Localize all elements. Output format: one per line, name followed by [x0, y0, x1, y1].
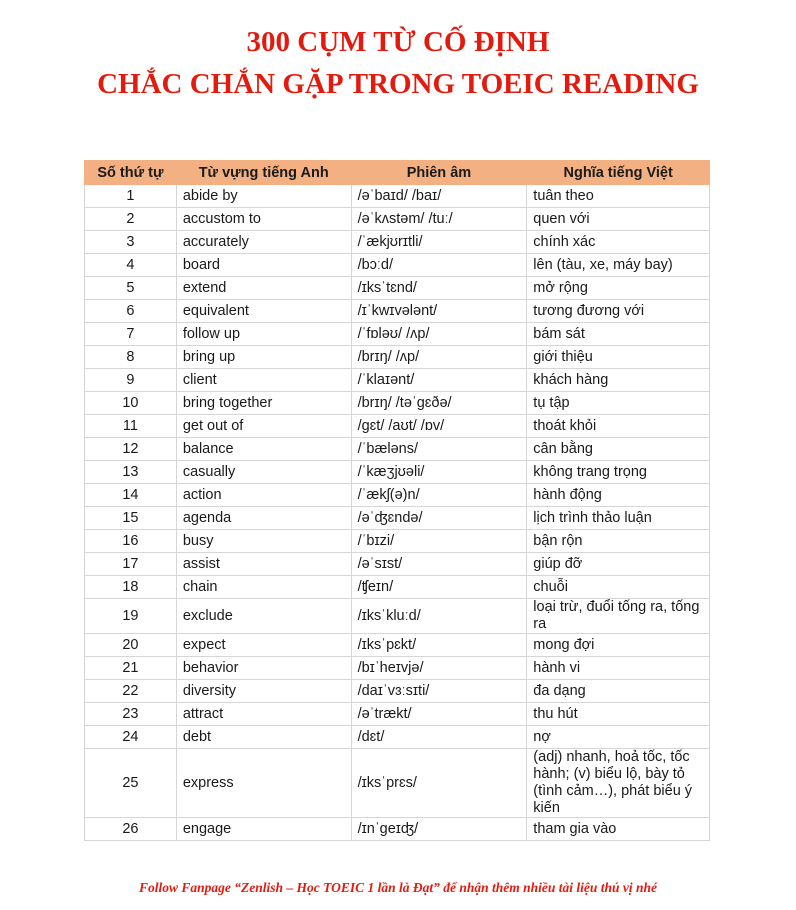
- table-row: [85, 438, 710, 461]
- row-number: 5: [85, 277, 177, 300]
- row-number: 3: [85, 231, 177, 254]
- row-phonetic: /ʧeɪn/: [351, 576, 527, 599]
- row-english: diversity: [176, 680, 351, 703]
- table-row: [85, 680, 710, 703]
- row-english: abide by: [176, 185, 351, 208]
- row-vietnamese: mong đợi: [527, 634, 710, 657]
- row-phonetic: /bɔːd/: [351, 254, 527, 277]
- row-phonetic: /ˈækʃ(ə)n/: [351, 484, 527, 507]
- row-vietnamese: không trang trọng: [527, 461, 710, 484]
- row-english: express: [176, 749, 351, 818]
- row-vietnamese: giới thiệu: [527, 346, 710, 369]
- table-row: [85, 634, 710, 657]
- row-phonetic: /ɪnˈgeɪʤ/: [351, 818, 527, 841]
- row-vietnamese: tham gia vào: [527, 818, 710, 841]
- row-english: client: [176, 369, 351, 392]
- row-phonetic: /əˈʤɛndə/: [351, 507, 527, 530]
- table-body: [85, 185, 710, 841]
- row-english: extend: [176, 277, 351, 300]
- row-english: expect: [176, 634, 351, 657]
- header-english: Từ vựng tiếng Anh: [176, 161, 351, 185]
- row-phonetic: /ˈkæʒjʊəli/: [351, 461, 527, 484]
- row-vietnamese: hành động: [527, 484, 710, 507]
- row-phonetic: /ɪksˈtɛnd/: [351, 277, 527, 300]
- row-number: 9: [85, 369, 177, 392]
- row-vietnamese: quen với: [527, 208, 710, 231]
- row-english: accurately: [176, 231, 351, 254]
- table-row: [85, 323, 710, 346]
- row-vietnamese: giúp đỡ: [527, 553, 710, 576]
- row-number: 19: [85, 599, 177, 634]
- row-vietnamese: thoát khỏi: [527, 415, 710, 438]
- row-number: 8: [85, 346, 177, 369]
- row-number: 26: [85, 818, 177, 841]
- table-row: [85, 185, 710, 208]
- row-vietnamese: thu hút: [527, 703, 710, 726]
- table-row: [85, 553, 710, 576]
- row-vietnamese: khách hàng: [527, 369, 710, 392]
- row-phonetic: /ˈfɒləʊ/ /ʌp/: [351, 323, 527, 346]
- title-line-1: 300 CỤM TỪ CỐ ĐỊNH: [246, 26, 550, 58]
- row-number: 25: [85, 749, 177, 818]
- row-phonetic: /ˈbæləns/: [351, 438, 527, 461]
- row-number: 4: [85, 254, 177, 277]
- table-row: [85, 346, 710, 369]
- table-row: [85, 657, 710, 680]
- row-english: balance: [176, 438, 351, 461]
- row-english: engage: [176, 818, 351, 841]
- row-english: exclude: [176, 599, 351, 634]
- row-number: 18: [85, 576, 177, 599]
- row-english: bring up: [176, 346, 351, 369]
- table-row: [85, 208, 710, 231]
- table-row: [85, 703, 710, 726]
- row-phonetic: /ɪksˈprɛs/: [351, 749, 527, 818]
- table-row: [85, 484, 710, 507]
- table-header-row: [85, 161, 710, 185]
- row-number: 10: [85, 392, 177, 415]
- row-vietnamese: tương đương với: [527, 300, 710, 323]
- row-number: 12: [85, 438, 177, 461]
- row-number: 23: [85, 703, 177, 726]
- row-phonetic: /ɪˈkwɪvələnt/: [351, 300, 527, 323]
- row-number: 22: [85, 680, 177, 703]
- table-row: [85, 726, 710, 749]
- row-english: action: [176, 484, 351, 507]
- row-phonetic: /ˈklaɪənt/: [351, 369, 527, 392]
- row-english: follow up: [176, 323, 351, 346]
- vocabulary-table: [84, 160, 710, 841]
- row-phonetic: /brɪŋ/ /ʌp/: [351, 346, 527, 369]
- header-stt: Số thứ tự: [85, 161, 177, 185]
- row-phonetic: /ˈækjʊrɪtli/: [351, 231, 527, 254]
- footer-note: Follow Fanpage “Zenlish – Học TOEIC 1 lần là Đạt” để nhận thêm nhiều tài liệu thú vị nhé: [138, 880, 658, 895]
- row-vietnamese: tụ tập: [527, 392, 710, 415]
- row-vietnamese: mở rộng: [527, 277, 710, 300]
- table-row: [85, 369, 710, 392]
- row-vietnamese: loại trừ, đuổi tống ra, tống ra: [527, 599, 710, 634]
- row-vietnamese: lịch trình thảo luận: [527, 507, 710, 530]
- row-english: board: [176, 254, 351, 277]
- row-vietnamese: bận rộn: [527, 530, 710, 553]
- row-vietnamese: hành vi: [527, 657, 710, 680]
- row-english: agenda: [176, 507, 351, 530]
- row-phonetic: /ˈbɪzi/: [351, 530, 527, 553]
- row-vietnamese: đa dạng: [527, 680, 710, 703]
- row-phonetic: /brɪŋ/ /təˈgɛðə/: [351, 392, 527, 415]
- table-row: [85, 461, 710, 484]
- row-number: 11: [85, 415, 177, 438]
- row-phonetic: /əˈkʌstəm/ /tuː/: [351, 208, 527, 231]
- row-phonetic: /ɪksˈpɛkt/: [351, 634, 527, 657]
- row-number: 14: [85, 484, 177, 507]
- row-english: behavior: [176, 657, 351, 680]
- table-row: [85, 415, 710, 438]
- row-phonetic: /əˈbaɪd/ /baɪ/: [351, 185, 527, 208]
- header-phonetic: Phiên âm: [351, 161, 527, 185]
- row-vietnamese: nợ: [527, 726, 710, 749]
- row-vietnamese: bám sát: [527, 323, 710, 346]
- row-number: 17: [85, 553, 177, 576]
- row-phonetic: /ɪksˈkluːd/: [351, 599, 527, 634]
- row-number: 15: [85, 507, 177, 530]
- row-english: debt: [176, 726, 351, 749]
- row-vietnamese: chuỗi: [527, 576, 710, 599]
- row-english: attract: [176, 703, 351, 726]
- table-row: [85, 507, 710, 530]
- title-line-2: CHẮC CHẮN GẶP TRONG TOEIC READING: [97, 68, 699, 100]
- table-row: [85, 277, 710, 300]
- row-number: 16: [85, 530, 177, 553]
- row-phonetic: /əˈtrækt/: [351, 703, 527, 726]
- row-number: 21: [85, 657, 177, 680]
- row-english: get out of: [176, 415, 351, 438]
- row-english: casually: [176, 461, 351, 484]
- table-row: [85, 576, 710, 599]
- row-number: 2: [85, 208, 177, 231]
- row-vietnamese: tuân theo: [527, 185, 710, 208]
- row-english: bring together: [176, 392, 351, 415]
- row-phonetic: /dɛt/: [351, 726, 527, 749]
- row-phonetic: /əˈsɪst/: [351, 553, 527, 576]
- row-phonetic: /daɪˈvɜːsɪti/: [351, 680, 527, 703]
- row-vietnamese: lên (tàu, xe, máy bay): [527, 254, 710, 277]
- row-english: chain: [176, 576, 351, 599]
- row-number: 7: [85, 323, 177, 346]
- row-english: busy: [176, 530, 351, 553]
- row-english: assist: [176, 553, 351, 576]
- row-number: 6: [85, 300, 177, 323]
- row-number: 24: [85, 726, 177, 749]
- table-row: [85, 392, 710, 415]
- table-row: [85, 300, 710, 323]
- row-number: 20: [85, 634, 177, 657]
- row-phonetic: /gɛt/ /aʊt/ /ɒv/: [351, 415, 527, 438]
- row-english: accustom to: [176, 208, 351, 231]
- table-row: [85, 254, 710, 277]
- table-row: [85, 231, 710, 254]
- row-english: equivalent: [176, 300, 351, 323]
- row-vietnamese: chính xác: [527, 231, 710, 254]
- table-row: [85, 818, 710, 841]
- table-row: [85, 599, 710, 634]
- row-vietnamese: cân bằng: [527, 438, 710, 461]
- row-phonetic: /bɪˈheɪvjə/: [351, 657, 527, 680]
- table-row: [85, 749, 710, 818]
- table-row: [85, 530, 710, 553]
- header-vietnamese: Nghĩa tiếng Việt: [527, 161, 710, 185]
- row-vietnamese: (adj) nhanh, hoả tốc, tốc hành; (v) biểu lộ, bày tỏ (tình cảm…), phát biểu ý kiến: [527, 749, 710, 818]
- row-number: 13: [85, 461, 177, 484]
- row-number: 1: [85, 185, 177, 208]
